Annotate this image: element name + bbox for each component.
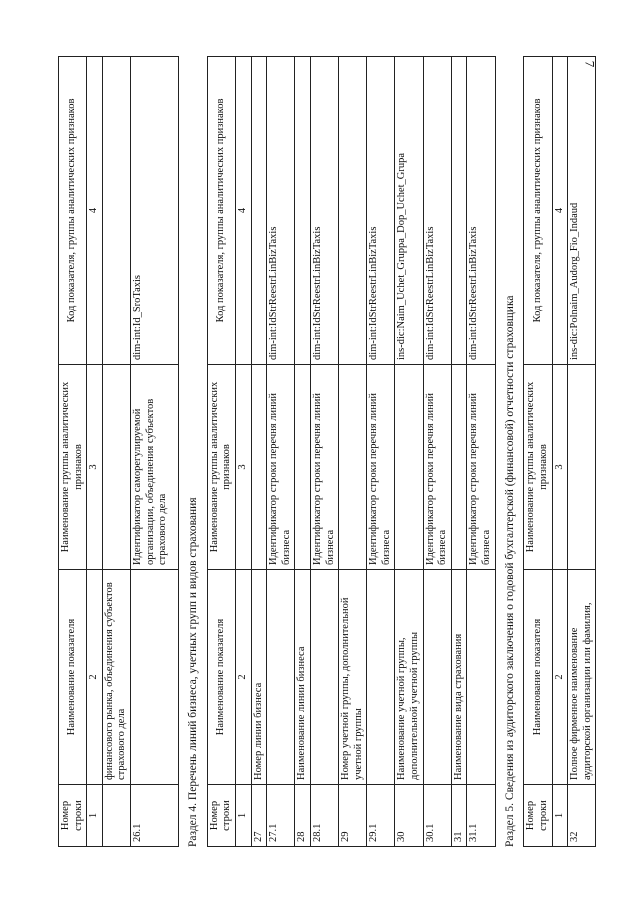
table-row (451, 57, 467, 847)
group-code: dim-int:IdStrReestrLinBizTaxis (310, 57, 338, 365)
group-code (102, 57, 130, 365)
indicator-name (267, 570, 295, 785)
group-code (451, 57, 467, 365)
group-code: dim-int:Id_SroTaxis (130, 57, 178, 365)
table-row (251, 57, 267, 847)
group-code (339, 57, 367, 365)
header-row-number: Номер строки (59, 785, 87, 847)
header-indicator-name: Наименование показателя (59, 570, 87, 785)
row-number: 30 (395, 785, 423, 847)
col-num: 1 (87, 785, 103, 847)
table-row (395, 57, 423, 847)
table-row (267, 57, 295, 847)
group-name: Идентификатор строки перечня линий бизнеса (267, 365, 295, 570)
group-name: Идентификатор строки перечня линий бизнеса (367, 365, 395, 570)
indicator-name (367, 570, 395, 785)
group-name: Идентификатор строки перечня линий бизнеса (310, 365, 338, 570)
group-code: dim-int:IdStrReestrLinBizTaxis (267, 57, 295, 365)
row-number: 27.1 (267, 785, 295, 847)
header-indicator-name: Наименование показателя (524, 570, 552, 785)
section5-title: Раздел 5. Сведения из аудиторского заключения о годовой бухгалтерской (финансовой) отчетности страховщика (503, 295, 516, 847)
col-num: 1 (552, 785, 568, 847)
indicator-name: Полное фирменное наименование аудиторской организации или фамилия, (568, 570, 596, 785)
header-group-name: Наименование группы аналитических признаков (59, 365, 87, 570)
col-num: 2 (235, 570, 251, 785)
header-group-code: Код показателя, группы аналитических признаков (207, 57, 235, 365)
header-group-name: Наименование группы аналитических признаков (524, 365, 552, 570)
column-number-row (552, 57, 568, 847)
header-group-code: Код показателя, группы аналитических признаков (524, 57, 552, 365)
indicator-name: финансового рынка, объединения субъектов страхового дела (102, 570, 130, 785)
group-name: Идентификатор саморегулируемой организации, объединения субъектов страхового дела (130, 365, 178, 570)
row-number: 29 (339, 785, 367, 847)
table-row (310, 57, 338, 847)
group-code: dim-int:IdStrReestrLinBizTaxis (467, 57, 495, 365)
group-code: dim-int:IdStrReestrLinBizTaxis (367, 57, 395, 365)
group-name (102, 365, 130, 570)
row-number: 26.1 (130, 785, 178, 847)
header-row-number: Номер строки (207, 785, 235, 847)
row-number: 30.1 (423, 785, 451, 847)
table-row (423, 57, 451, 847)
indicator-name: Наименование вида страхования (451, 570, 467, 785)
row-number: 31 (451, 785, 467, 847)
group-name (339, 365, 367, 570)
column-number-row (87, 57, 103, 847)
column-number-row (235, 57, 251, 847)
col-num: 4 (235, 57, 251, 365)
indicator-name (467, 570, 495, 785)
row-number: 31.1 (467, 785, 495, 847)
indicator-name: Номер учетной группы, дополнительной учетной группы (339, 570, 367, 785)
indicator-name (130, 570, 178, 785)
group-code: ins-dic:Naim_Uchet_Gruppa_Dop_Uchet_Grupa (395, 57, 423, 365)
section4-title: Раздел 4. Перечень линий бизнеса, учетных групп и видов страхования (186, 497, 199, 847)
table-row (467, 57, 495, 847)
group-code: ins-dic:Polnaim_Audorg_Fio_Indaud (568, 57, 596, 365)
group-code (295, 57, 311, 365)
indicator-name: Наименование учетной группы, дополнительной учетной группы (395, 570, 423, 785)
col-num: 3 (235, 365, 251, 570)
indicator-name (310, 570, 338, 785)
header-group-code: Код показателя, группы аналитических признаков (59, 57, 87, 365)
indicator-name: Номер линии бизнеса (251, 570, 267, 785)
table-section4 (207, 56, 496, 847)
table-row (568, 57, 596, 847)
col-num: 1 (235, 785, 251, 847)
group-code (251, 57, 267, 365)
group-name (251, 365, 267, 570)
col-num: 2 (87, 570, 103, 785)
rotated-page-content (58, 57, 598, 847)
col-num: 3 (552, 365, 568, 570)
indicator-name (423, 570, 451, 785)
col-num: 3 (87, 365, 103, 570)
group-name (568, 365, 596, 570)
header-row-number: Номер строки (524, 785, 552, 847)
col-num: 4 (87, 57, 103, 365)
table-row (295, 57, 311, 847)
table-row (102, 57, 130, 847)
table-row (130, 57, 178, 847)
group-name: Идентификатор строки перечня линий бизнеса (423, 365, 451, 570)
table-row (339, 57, 367, 847)
table-section5 (523, 56, 596, 847)
table-header-row (59, 57, 87, 847)
table-section3-continued (58, 56, 179, 847)
row-number: 28.1 (310, 785, 338, 847)
table-row (367, 57, 395, 847)
col-num: 2 (552, 570, 568, 785)
header-group-name: Наименование группы аналитических признаков (207, 365, 235, 570)
row-number: 29.1 (367, 785, 395, 847)
table-header-row (207, 57, 235, 847)
group-name (395, 365, 423, 570)
row-number: 28 (295, 785, 311, 847)
row-number (102, 785, 130, 847)
row-number: 32 (568, 785, 596, 847)
group-name (451, 365, 467, 570)
table-header-row (524, 57, 552, 847)
indicator-name: Наименование линии бизнеса (295, 570, 311, 785)
header-indicator-name: Наименование показателя (207, 570, 235, 785)
row-number: 27 (251, 785, 267, 847)
group-name (295, 365, 311, 570)
group-code: dim-int:IdStrReestrLinBizTaxis (423, 57, 451, 365)
page-number: 7 (582, 60, 598, 68)
col-num: 4 (552, 57, 568, 365)
group-name: Идентификатор строки перечня линий бизнеса (467, 365, 495, 570)
